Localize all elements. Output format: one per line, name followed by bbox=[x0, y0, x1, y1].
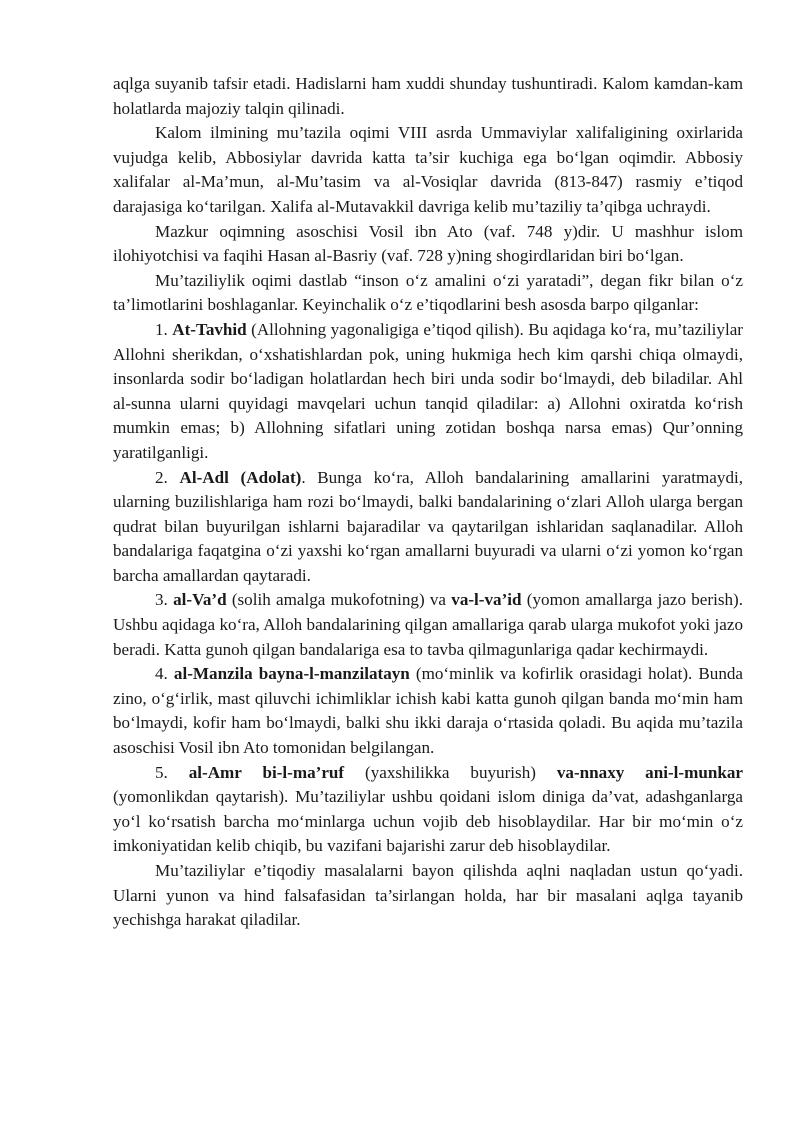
paragraph bbox=[113, 121, 743, 219]
term-bold: al-Manzila bayna-l-manzilatayn bbox=[173, 664, 410, 684]
text-run: Kalom ilmining mu’tazila oqimi VIII asrda Ummaviylar xalifaligining oxirlarida vujudga kelib, Abbosiylar davrida katta ta’sir kuchiga ega bo‘lgan oqimdir. Abbosiy xalifalar al-Ma’mun, al-Mu’tasim va al-Vosiqlar davrida (813-847) rasmiy e’tiqod darajasiga ko‘tarilgan. Xalifa al-Mutavakkil davriga kelib mu’taziliy ta’qibga uchraydi. bbox=[113, 123, 743, 216]
body-text bbox=[113, 72, 743, 933]
paragraph bbox=[113, 859, 743, 933]
text-run: (mo‘minlik va kofirlik orasidagi holat). Bunda zino, o‘g‘irlik, mast qiluvchi ichimliklar ichish kabi katta gunoh qilgan banda mo‘min ham bo‘lmaydi, kofir ham bo‘lmaydi, balki shu ikki daraja o‘rtasida qoladi. Bu aqida mu’tazila asoschisi Vosil ibn Ato tomonidan belgilangan. bbox=[113, 664, 743, 758]
term-bold: al-Va’d bbox=[173, 590, 227, 610]
text-run: 2. bbox=[155, 467, 180, 487]
paragraph bbox=[113, 662, 743, 760]
text-run: (Allohning yagonaligiga e’tiqod qilish). Bu aqidaga ko‘ra, mu’taziliylar Allohni sherikdan, o‘xshatishlardan pok, uning hukmiga hech kim qarshi chiqa olmaydi, insonlarda sodir bo‘ladigan holatlardan hech biri unda sodir bo‘lmaydi, deb biladilar. Ahl al-sunna ularni quyidagi mavqelari uchun tanqid qiladilar: a) Allohni oxiratda ko‘rish mumkin emas; b) Allohning sifatlari uning zotidan boshqa narsa emas) Qur’onning yaratilganligi. bbox=[113, 319, 743, 462]
text-run: 1. bbox=[155, 319, 173, 339]
term-bold: al-Amr bi-l-ma’ruf bbox=[188, 762, 345, 782]
term-bold: Al-Adl (Adolat) bbox=[179, 467, 302, 487]
paragraph bbox=[113, 269, 743, 318]
text-run: 4. bbox=[155, 664, 174, 684]
paragraph bbox=[113, 588, 743, 662]
term-bold: At-Tavhid bbox=[172, 319, 247, 339]
paragraph bbox=[113, 761, 743, 859]
text-run: aqlga suyanib tafsir etadi. Hadislarni ham xuddi shunday tushuntiradi. Kalom kamdan-kam holatlarda majoziy talqin qilinadi. bbox=[113, 74, 743, 118]
text-run: (yomon amallarga jazo berish). Ushbu aqidaga ko‘ra, Alloh bandalarining qilgan amallariga qarab ularga mukofot yoki jazo beradi. Katta gunoh qilgan bandalariga esa to tavba qilmagunlariga qadar kechirmaydi. bbox=[113, 590, 743, 659]
text-run: (yaxshilikka buyurish) bbox=[344, 762, 557, 782]
text-run: Mazkur oqimning asoschisi Vosil ibn Ato (vaf. 748 y)dir. U mashhur islom ilohiyotchisi va faqihi Hasan al-Basriy (vaf. 728 y)ning shogirdlaridan biri bo‘lgan. bbox=[113, 221, 743, 266]
text-run: 3. bbox=[155, 590, 174, 610]
text-run: (solih amalga mukofotning) va bbox=[226, 590, 452, 610]
paragraph bbox=[113, 72, 743, 121]
text-run: 5. bbox=[155, 762, 189, 782]
text-run: (yomonlikdan qaytarish). Mu’taziliylar ushbu qoidani islom diniga da’vat, adashganlarga yo‘l ko‘rsatish barcha mo‘minlarga uchun vojib deb hisoblaydilar. Har bir mo‘min o‘z imkoniyatidan kelib chiqib, bu vazifani bajarishi zarur deb hisoblaydilar. bbox=[113, 787, 743, 856]
text-run: . Bunga ko‘ra, Alloh bandalarining amallarini yaratmaydi, ularning buzilishlariga ham rozi bo‘lmaydi, balki bandalarining o‘zlari Alloh ularga bergan qudrat bilan buyurilgan ishlarni bajaradilar va qaytarilgan ishlaridan saqlanadilar. Alloh bandalariga faqatgina o‘zi yaxshi ko‘rgan amallarni buyuradi va ularni o‘zi yomon ko‘rgan barcha amallardan qaytaradi. bbox=[113, 467, 744, 585]
text-run: Mu’taziliylar e’tiqodiy masalalarni bayon qilishda aqlni naqladan ustun qo‘yadi. Ularni yunon va hind falsafasidan ta’sirlangan holda, har bir masalani aqlga tayanib yechishga harakat qiladilar. bbox=[113, 861, 743, 930]
term-bold: va-l-va’id bbox=[451, 590, 522, 610]
paragraph bbox=[113, 466, 743, 589]
text-run: Mu’taziliylik oqimi dastlab “inson o‘z amalini o‘zi yaratadi”, degan fikr bilan o‘z ta’limotlarini boshlaganlar. Keyinchalik o‘z e’tiqodlarini besh asosda barpo qilganlar: bbox=[113, 270, 743, 315]
term-bold: va-nnaxy ani-l-munkar bbox=[556, 762, 744, 782]
paragraph bbox=[113, 220, 743, 269]
paragraph bbox=[113, 318, 743, 466]
